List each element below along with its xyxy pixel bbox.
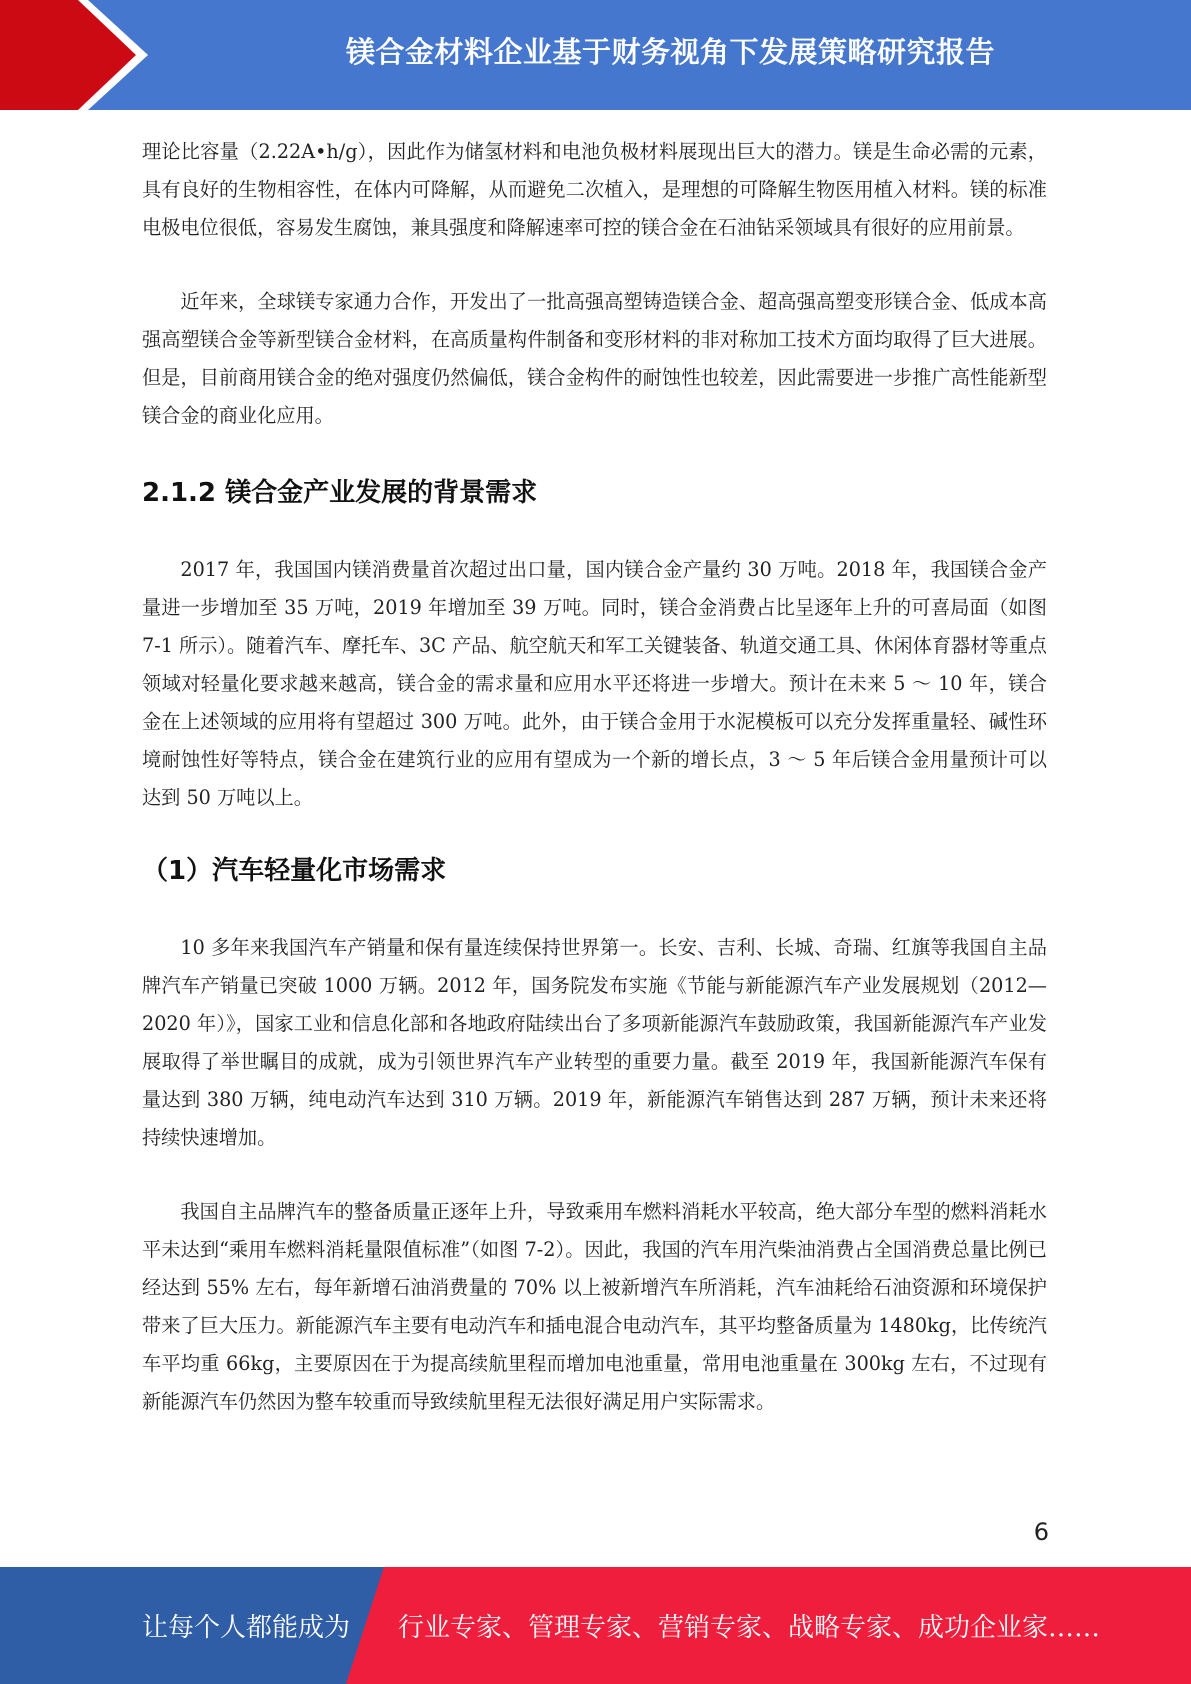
page-footer xyxy=(0,1567,1191,1684)
paragraph: 我国自主品牌汽车的整备质量正逐年上升，导致乘用车燃料消耗水平较高，绝大部分车型的燃料消耗水平未达到“乘用车燃料消耗量限值标准”（如图 7-2）。因此，我国的汽车用汽柴油消费占全国消费总量比例已经达到 55% 左右，每年新增石油消费量的 70% 以上被新增汽车所消耗，汽车油耗给石油资源和环境保护带来了巨大压力。新能源汽车主要有电动汽车和插电混合电动汽车，其平均整备质量为 1480kg，比传统汽车平均重 66kg，主要原因在于为提高续航里程而增加电池重量，常用电池重量在 300kg 左右，不过现有新能源汽车仍然因为整车较重而导致续航里程无法很好满足用户实际需求。 xyxy=(142,1200,1047,1413)
footer-slogan-left: 让每个人都能成为 xyxy=(142,1613,351,1643)
paragraph: 2017 年，我国国内镁消费量首次超过出口量，国内镁合金产量约 30 万吨。2018 年，我国镁合金产量进一步增加至 35 万吨，2019 年增加至 39 万吨。同时，镁合金消费占比呈逐年上升的可喜局面（如图 7-1 所示）。随着汽车、摩托车、3C 产品、航空航天和军工关键装备、轨道交通工具、休闲体育器材等重点领域对轻量化要求越来越高，镁合金的需求量和应用水平还将进一步增大。预计在未来 5 ～ 10 年，镁合金在上述领域的应用将有望超过 300 万吨。此外，由于镁合金用于水泥模板可以充分发挥重量轻、碱性环境耐蚀性好等特点，镁合金在建筑行业的应用有望成为一个新的增长点，3 ～ 5 年后镁合金用量预计可以达到 50 万吨以上。 xyxy=(142,558,1047,809)
paragraph: 10 多年来我国汽车产销量和保有量连续保持世界第一。长安、吉利、长城、奇瑞、红旗等我国自主品牌汽车产销量已突破 1000 万辆。2012 年，国务院发布实施《节能与新能源汽车产业发展规划（2012—2020 年）》，国家工业和信息化部和各地政府陆续出台了多项新能源汽车鼓励政策，我国新能源汽车产业发展取得了举世瞩目的成就，成为引领世界汽车产业转型的重要力量。截至 2019 年，我国新能源汽车保有量达到 380 万辆，纯电动汽车达到 310 万辆。2019 年，新能源汽车销售达到 287 万辆，预计未来还将持续快速增加。 xyxy=(142,936,1047,1149)
paragraph: 近年来，全球镁专家通力合作，开发出了一批高强高塑铸造镁合金、超高强高塑变形镁合金、低成本高强高塑镁合金等新型镁合金材料，在高质量构件制备和变形材料的非对称加工技术方面均取得了巨大进展。但是，目前商用镁合金的绝对强度仍然偏低，镁合金构件的耐蚀性也较差，因此需要进一步推广高性能新型镁合金的商业化应用。 xyxy=(142,290,1047,427)
page-content xyxy=(142,133,1047,1421)
page-header xyxy=(0,0,1191,110)
footer-slogan-right: 行业专家、管理专家、营销专家、战略专家、成功企业家…… xyxy=(398,1613,1101,1643)
section-heading: （1）汽车轻量化市场需求 xyxy=(142,856,447,886)
report-title: 镁合金材料企业基于财务视角下发展策略研究报告 xyxy=(345,34,995,69)
section-heading: 2.1.2 镁合金产业发展的背景需求 xyxy=(142,478,538,508)
paragraph: 理论比容量（2.22A•h/g），因此作为储氢材料和电池负极材料展现出巨大的潜力。镁是生命必需的元素，具有良好的生物相容性，在体内可降解，从而避免二次植入，是理想的可降解生物医用植入材料。镁的标准电极电位很低，容易发生腐蚀，兼具强度和降解速率可控的镁合金在石油钻采领域具有很好的应用前景。 xyxy=(142,140,1047,239)
page-number: 6 xyxy=(1033,1518,1049,1546)
